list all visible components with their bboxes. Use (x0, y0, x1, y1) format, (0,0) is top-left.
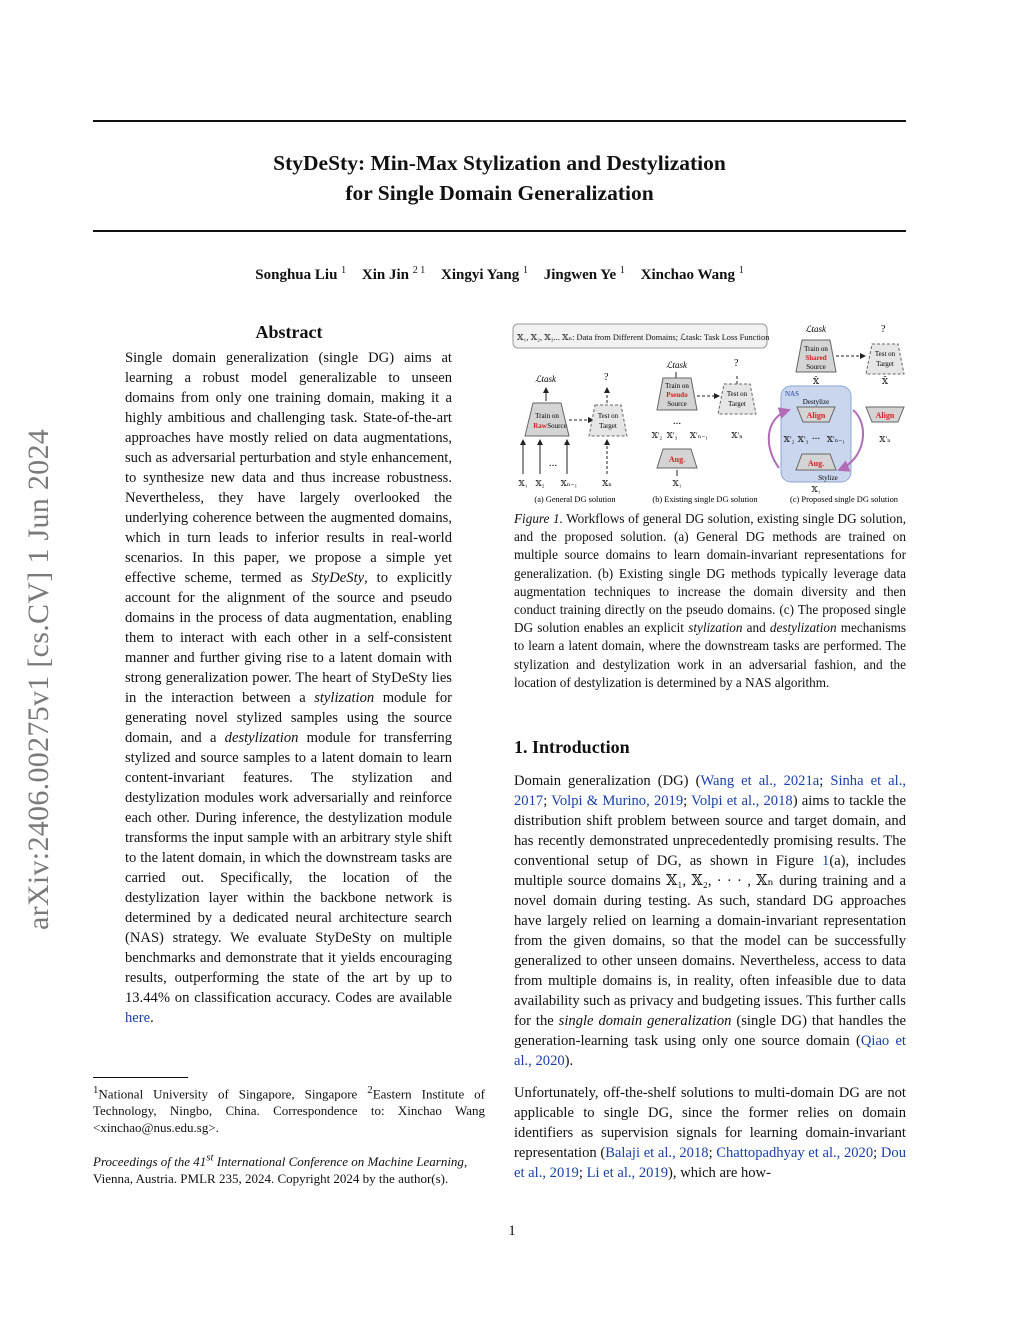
nas-label: NAS (785, 390, 800, 398)
citation-link[interactable]: Sinha et al., 2017 (514, 773, 907, 809)
domain-label: 𝕏̃ (881, 377, 889, 386)
citation-link[interactable]: Volpi & Murino, 2019 (551, 793, 684, 809)
abstract-emphasis: StyDeSty (311, 570, 365, 586)
panel-label: (c) Proposed single DG solution (790, 495, 898, 504)
paragraph-text: ; (873, 1145, 881, 1161)
aug-label: Aug. (668, 455, 686, 464)
affiliation-footnote: $^1$National University of Singapore, Singapore $^2$Eastern Institute of Technology, Ningbo, China. Correspondence to: Xinchao Wang <xinchao@nus.edu.sg>. (93, 1084, 485, 1136)
citation-link[interactable]: Wang et al., 2021a (700, 773, 820, 789)
train-label-red: Pseudo (666, 391, 688, 399)
author-affiliation: 1 (523, 265, 528, 276)
train-label-red: Raw (533, 422, 547, 430)
abstract-emphasis: stylization (314, 690, 375, 706)
paragraph-text: ) aims to tackle the distribution shift problem between source and target domain, and has recently demonstrated unprecedentedly promising results. The conventional setup of DG, as shown in Figure (514, 793, 906, 869)
panel-b (652, 358, 759, 504)
domain-label: 𝕏′ₙ₋₁ (826, 435, 846, 444)
domain-label: 𝕏′ₙ (731, 431, 743, 440)
abstract-body (125, 348, 452, 1028)
aug-label: Aug. (807, 459, 825, 468)
domain-label: 𝕏′₃ (666, 431, 678, 440)
destylize-label: Destylize (802, 398, 830, 406)
title-top-rule (93, 120, 906, 122)
domain-label: 𝕏ₙ (602, 479, 612, 488)
author (641, 267, 744, 283)
citation-link[interactable]: Volpi et al., 2018 (691, 793, 793, 809)
domain-label: 𝕏₁ (811, 485, 821, 494)
unknown-mark: ? (604, 372, 609, 383)
paragraph-text: ; (708, 1145, 717, 1161)
paragraph-text: Domain generalization (DG) ( (514, 773, 701, 789)
abstract-text: module for transferring stylized and source samples to a latent domain to learn content-invariant features. The stylization and destylization modules work adversarially and reinforce each other. During inference, the destylization module transforms the input sample with an arbitrary style shift to the latent domain, in which the downstream tasks are carried out. Specifically, the location of the destylization layer within the backbone network is determined by a dedicated neural architecture search (NAS) strategy. We evaluate StyDeSty on multiple benchmarks and demonstrate that it yields encouraging results, outperforming the state of the art by up to 13.44% on classification accuracy. Codes are available (125, 730, 453, 1006)
panel-label: (a) General DG solution (534, 495, 616, 504)
domain-label: 𝕏′₃ (797, 435, 809, 444)
section-heading-introduction: 1. Introduction (514, 737, 630, 757)
author-name: Jingwen Ye (543, 267, 617, 283)
figure-1 (509, 318, 909, 508)
panel-a (519, 372, 628, 504)
paper-title (93, 148, 906, 208)
train-label-red: Shared (805, 354, 827, 362)
author-name: Songhua Liu (255, 267, 338, 283)
align-label: Align (806, 411, 826, 420)
paragraph-text: ; (543, 793, 552, 809)
introduction-body (514, 771, 906, 1195)
abstract-text: Single domain generalization (single DG) aims at learning a robust model generalizable to unseen domains from only one training domain, making it a highly ambitious and challenging task. State-of-the-art approaches have mostly relied on data augmentations, such as adversarial perturbation and style enhancement, to synthesize new data and thus increase robustness. Nevertheless, they have largely overlooked the underlying coherence between the augmented domains, which in turn leads to inferior results in real-world scenarios. In this paper, we propose a simple yet effective scheme, termed as (125, 350, 452, 586)
code-link[interactable]: here (125, 1010, 151, 1026)
domain-label: 𝕏̃ (812, 377, 820, 386)
test-label: Test on (726, 390, 748, 398)
abstract-text: module for generating novel stylized samples using the source domain, and a (125, 690, 453, 746)
citation-link[interactable]: Li et al., 2019 (586, 1165, 669, 1181)
title-line-1: StyDeSty: Min-Max Stylization and Destylization (273, 151, 726, 175)
domain-label: 𝕏′ₙ (879, 435, 891, 444)
paragraph-text: ; (578, 1165, 587, 1181)
domain-label: 𝕏′ₙ₋₁ (689, 431, 709, 440)
citation-link[interactable]: Dou et al., 2019 (514, 1145, 907, 1181)
train-label: Train on (535, 412, 559, 420)
test-model-shape (589, 405, 627, 436)
domain-label: 𝕏₁ (672, 479, 682, 488)
dots: ... (811, 430, 821, 442)
intro-paragraph-2 (514, 1083, 906, 1183)
author-name: Xin Jin (361, 267, 410, 283)
paragraph-text: (a), includes multiple source domains 𝕏₁, 𝕏₂, · · · , 𝕏ₙ during training and a novel domain during testing. As such, standard DG approaches have largely relied on learning a domain-invariant representation from the given domains, so that the model can be successfully generalized to other unseen domains. Nevertheless, access to data from multiple domains is, in reality, often infeasible due to data availability such as privacy and budgeting issues. This further calls for the (514, 853, 906, 1029)
domain-label: 𝕏ₙ₋₁ (560, 479, 578, 488)
panel-label: (b) Existing single DG solution (652, 495, 758, 504)
citation-link[interactable]: Chattopadhyay et al., 2020 (716, 1145, 874, 1161)
train-label: Source (667, 400, 687, 408)
paragraph-text: ), which are how- (668, 1165, 771, 1181)
author-affiliation: 1 (341, 265, 347, 276)
test-model-shape (866, 344, 904, 374)
train-label: Train on (804, 345, 828, 353)
author-name: Xinchao Wang (640, 267, 735, 283)
paragraph-text: ; (683, 793, 692, 809)
author (255, 267, 346, 283)
paragraph-text: (single DG) that handles the generation-learning task using only one source domain ( (514, 1013, 906, 1049)
panel-c (769, 324, 904, 504)
author (362, 267, 425, 283)
title-line-2: for Single Domain Generalization (345, 181, 654, 205)
emphasis: single domain generalization (558, 1013, 732, 1029)
test-label: Target (728, 400, 746, 408)
citation-link[interactable]: 1 (822, 853, 830, 869)
align-label: Align (875, 411, 895, 420)
caption-label: Figure 1. (514, 511, 563, 526)
train-label: Train on (665, 382, 689, 390)
figure-caption: Figure 1. Workflows of general DG solution, existing single DG solution, and the proposed solution. (a) General DG methods are trained on multiple source domains to learn domain-invariant representations for generalization. (b) Existing single DG methods typically leverage data augmentation techniques to increase the domain diversity and then conduct training directly on the pseudo domains. (c) The proposed single DG solution enables an explicit stylization and destylization mechanisms to learn a latent domain, where the downstream tasks are performed. The stylization and destylization work in an adversarial fashion, and the location of destylization is determined by a NAS algorithm. (514, 511, 906, 690)
author (544, 267, 625, 283)
citation-link[interactable]: Balaji et al., 2018 (605, 1145, 709, 1161)
arxiv-stamp: arXiv:2406.00275v1 [cs.CV] 1 Jun 2024 (22, 428, 55, 930)
domain-label: 𝕏′₂ (651, 431, 663, 440)
paragraph-text: ). (564, 1053, 574, 1069)
figure-legend: 𝕏₁, 𝕏₂, 𝕏₃... 𝕏ₙ: Data from Different Domains; ℒtask: Task Loss Function (517, 333, 770, 342)
author-list (93, 265, 906, 284)
abstract-emphasis: destylization (224, 730, 299, 746)
domain-label: 𝕏₁ (518, 479, 528, 488)
loss-label: ℒtask (666, 360, 687, 370)
abstract-text: , to explicitly account for the alignment of the source and pseudo domains in the process of data augmentation, enabling them to interact with each other in a self-consistent manner and further giving rise to a latent domain with strong generalization power. The heart of StyDeSty lies in the interaction between a (125, 570, 453, 706)
dots: ... (672, 415, 682, 427)
unknown-mark: ? (734, 358, 739, 369)
test-label: Test on (597, 412, 619, 420)
test-model-shape (718, 384, 756, 414)
train-label: Source (547, 422, 567, 430)
intro-paragraph-1 (514, 771, 906, 1071)
abstract-heading: Abstract (255, 322, 323, 342)
domain-label: 𝕏₂ (535, 479, 545, 488)
title-bottom-rule (93, 230, 906, 232)
loss-label: ℒtask (805, 324, 826, 334)
abstract-text: . (150, 1010, 154, 1026)
train-label: Source (806, 363, 826, 371)
loss-label: ℒtask (535, 374, 556, 384)
author-affiliation: 2 1 (412, 265, 426, 276)
test-label: Target (599, 422, 617, 430)
author-affiliation: 1 (738, 265, 744, 276)
page-number: 1 (508, 1223, 516, 1239)
stylize-label: Stylize (818, 474, 838, 482)
footnote-rule (93, 1077, 188, 1078)
proceedings-note: Proceedings of the 41st International Conference on Machine Learning, Vienna, Austria. PMLR 235, 2024. Copyright 2024 by the author(s). (93, 1152, 468, 1187)
paragraph-text: Unfortunately, off-the-shelf solutions to multi-domain DG are not applicable to single DG, since the former relies on domain identifiers as supervision signals for learning domain-invariant representation ( (514, 1085, 906, 1161)
unknown-mark: ? (881, 324, 886, 335)
dots: ... (548, 457, 558, 469)
test-label: Target (876, 360, 894, 368)
domain-label: 𝕏′₂ (783, 435, 795, 444)
author-affiliation: 1 (619, 265, 625, 276)
test-label: Test on (874, 350, 896, 358)
paragraph-text: ; (819, 773, 831, 789)
author (441, 267, 528, 283)
citation-link[interactable]: Qiao et al., 2020 (514, 1033, 906, 1069)
author-name: Xingyi Yang (441, 267, 520, 283)
